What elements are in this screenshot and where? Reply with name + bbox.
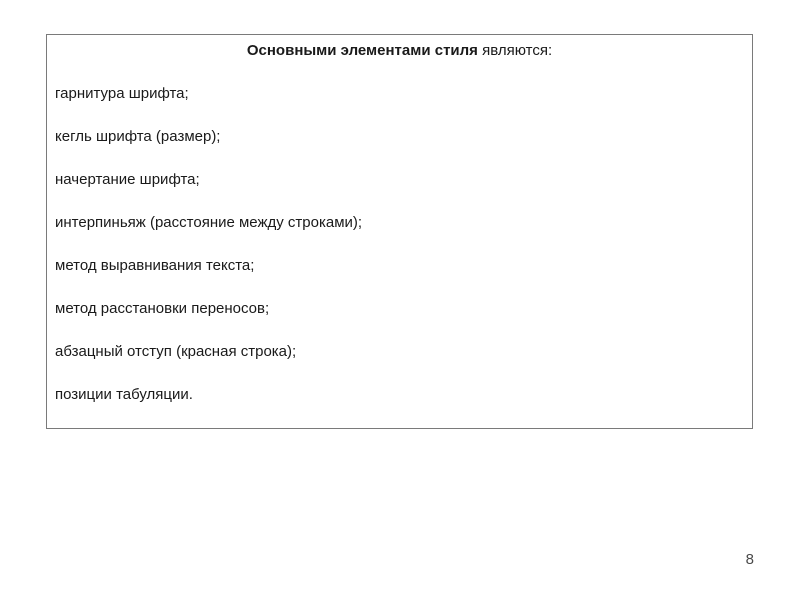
slide-heading: [47, 42, 752, 60]
heading-regular-text: являются:: [477, 42, 553, 59]
list-item: позиции табуляции.: [55, 386, 193, 403]
list-item: метод выравнивания текста;: [55, 257, 255, 274]
style-elements-list: [55, 85, 362, 429]
list-item: гарнитура шрифта;: [55, 85, 189, 102]
list-item: начертание шрифта;: [55, 171, 200, 188]
heading-bold-text: Основными элементами стиля: [246, 42, 478, 59]
list-item: метод расстановки переносов;: [55, 300, 270, 317]
list-item: интерпиньяж (расстояние между строками);: [55, 214, 363, 231]
list-item: кегль шрифта (размер);: [55, 128, 221, 145]
content-frame: [46, 34, 753, 429]
list-item: абзацный отступ (красная строка);: [55, 343, 297, 360]
page-number: 8: [745, 551, 754, 568]
